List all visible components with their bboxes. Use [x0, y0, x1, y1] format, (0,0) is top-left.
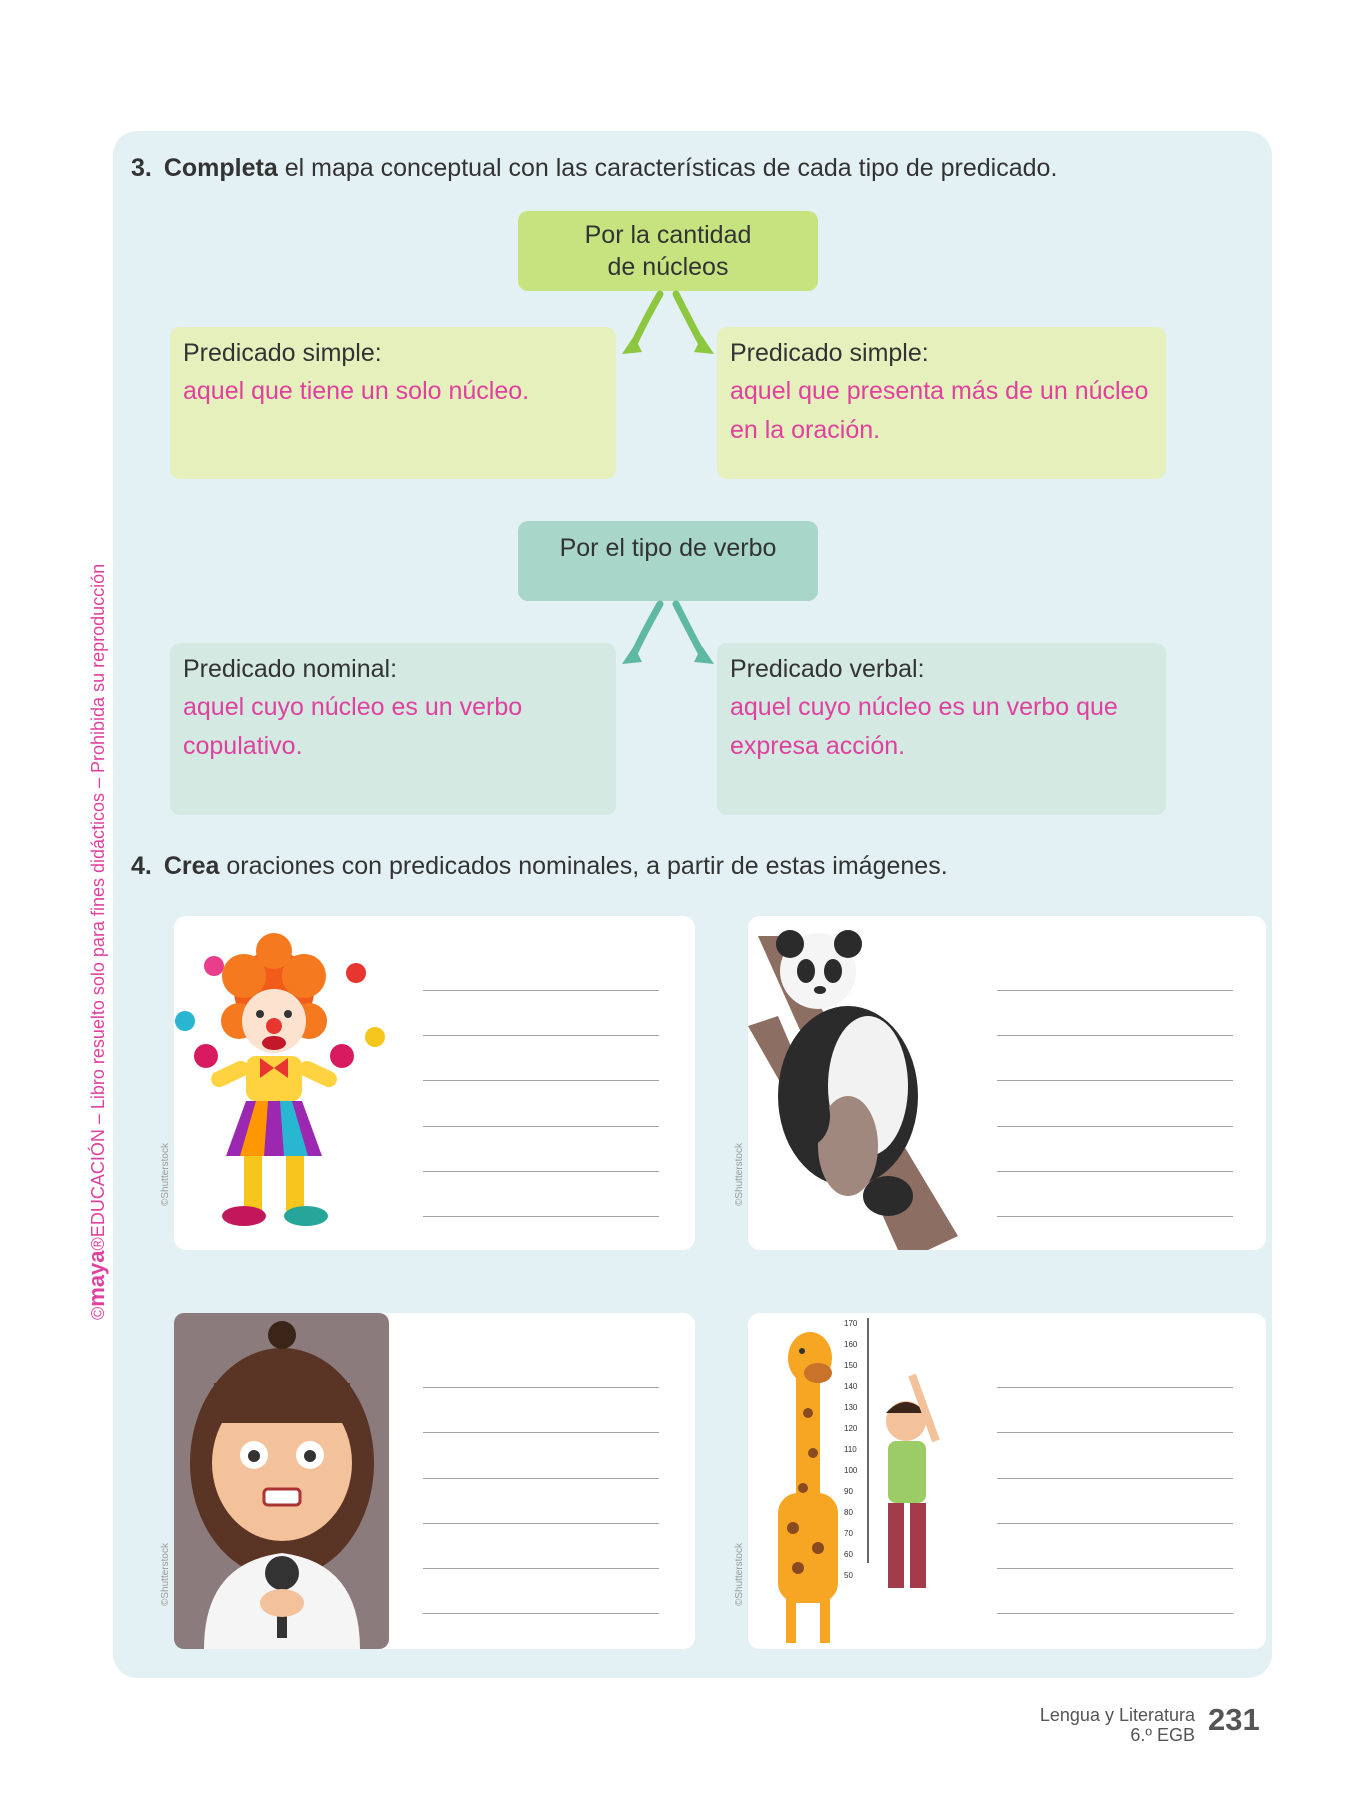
writing-line: [423, 1568, 659, 1569]
writing-line: [997, 1080, 1233, 1081]
instruction-4: [131, 852, 948, 881]
map2-right-arrow: [676, 604, 704, 658]
height-tick: 60: [844, 1550, 853, 1559]
map1-left-answer: aquel que tiene un solo núcleo.: [183, 377, 530, 405]
map1-arrows: [620, 292, 720, 362]
map2-right-title: Predicado verbal:: [730, 655, 925, 683]
height-tick: 120: [844, 1424, 858, 1433]
height-tick: 160: [844, 1340, 858, 1349]
map1-left-arrow: [632, 294, 660, 348]
watermark-copyright: ©: [88, 1306, 108, 1320]
exercise-card-panda: [734, 916, 1266, 1250]
map2-left-box: [170, 643, 616, 815]
writing-line: [997, 990, 1233, 991]
map1-right-title: Predicado simple:: [730, 339, 929, 367]
instruction-3: [131, 154, 1057, 183]
writing-line: [997, 1126, 1233, 1127]
map2-root-label: Por el tipo de verbo: [559, 533, 777, 562]
map1-right-answer: aquel que presenta más de un núcleo en la oración.: [730, 377, 1149, 444]
height-tick: 130: [844, 1403, 858, 1412]
writing-line: [997, 1568, 1233, 1569]
writing-line: [423, 1432, 659, 1433]
writing-line: [423, 1523, 659, 1524]
height-tick: 80: [844, 1508, 853, 1517]
map1-left-title: Predicado simple:: [183, 339, 382, 367]
clown-illustration: [174, 916, 394, 1250]
writing-line: [997, 1523, 1233, 1524]
instruction-3-text: el mapa conceptual con las características de cada tipo de predicado.: [277, 154, 1058, 182]
instruction-4-verb: Crea: [163, 852, 220, 880]
giraffe-credit: ©Shutterstock: [734, 1543, 745, 1606]
writing-line: [423, 1126, 659, 1127]
map2-left-title: Predicado nominal:: [183, 655, 398, 683]
writing-line: [423, 1387, 659, 1388]
watermark-brand: maya: [84, 1250, 109, 1307]
height-tick: 140: [844, 1382, 858, 1391]
girl-credit: ©Shutterstock: [160, 1543, 171, 1606]
clown-credit: ©Shutterstock: [160, 1143, 171, 1206]
height-tick: 90: [844, 1487, 853, 1496]
copyright-watermark: [84, 564, 110, 1320]
map2-right-box: [717, 643, 1166, 815]
writing-line: [423, 1478, 659, 1479]
height-tick: 70: [844, 1529, 853, 1538]
height-chart-ticks: [844, 1319, 866, 1579]
scared-girl-illustration: [174, 1313, 389, 1649]
writing-line: [997, 1478, 1233, 1479]
map2-left-answer: aquel cuyo núcleo es un verbo copulativo.: [183, 693, 523, 760]
writing-line: [997, 1432, 1233, 1433]
writing-line: [997, 1387, 1233, 1388]
map2-left-arrow: [632, 604, 660, 658]
footer-subject: Lengua y Literatura: [1039, 1705, 1195, 1725]
writing-line: [423, 1035, 659, 1036]
height-tick: 170: [844, 1319, 858, 1328]
writing-line: [997, 1171, 1233, 1172]
watermark-text: ®EDUCACIÓN – Libro resuelto solo para fines didácticos – Prohibida su reproducción: [88, 563, 108, 1251]
instruction-3-number: 3.: [131, 154, 152, 182]
height-tick: 110: [844, 1445, 857, 1454]
map1-root-label: Por la cantidad de núcleos: [584, 220, 752, 281]
map2-arrows: [620, 602, 720, 672]
instruction-3-verb: Completa: [163, 154, 278, 182]
instruction-4-number: 4.: [131, 852, 152, 880]
exercise-card-clown: [160, 916, 695, 1250]
writing-line: [423, 990, 659, 991]
height-tick: 50: [844, 1571, 853, 1580]
writing-line: [423, 1171, 659, 1172]
writing-line: [423, 1216, 659, 1217]
exercise-card-giraffe: [734, 1313, 1266, 1649]
writing-line: [997, 1035, 1233, 1036]
height-tick: 100: [844, 1466, 858, 1475]
exercise-card-girl: [160, 1313, 695, 1649]
map1-root-node: [518, 211, 818, 291]
writing-line: [423, 1080, 659, 1081]
panda-illustration: [748, 916, 958, 1250]
map2-right-answer: aquel cuyo núcleo es un verbo que expresa acción.: [730, 693, 1118, 760]
map1-right-box: [717, 327, 1166, 479]
footer-grade: 6.º EGB: [1130, 1724, 1195, 1745]
page-footer: [1040, 1706, 1195, 1746]
map1-right-arrow: [676, 294, 704, 348]
panda-credit: ©Shutterstock: [734, 1143, 745, 1206]
instruction-4-text: oraciones con predicados nominales, a partir de estas imágenes.: [219, 852, 948, 880]
height-tick: 150: [844, 1361, 858, 1370]
map1-left-box: [170, 327, 616, 479]
writing-line: [997, 1216, 1233, 1217]
writing-line: [997, 1613, 1233, 1614]
writing-line: [423, 1613, 659, 1614]
map2-root-node: [518, 521, 818, 601]
page-number: 231: [1208, 1702, 1260, 1737]
